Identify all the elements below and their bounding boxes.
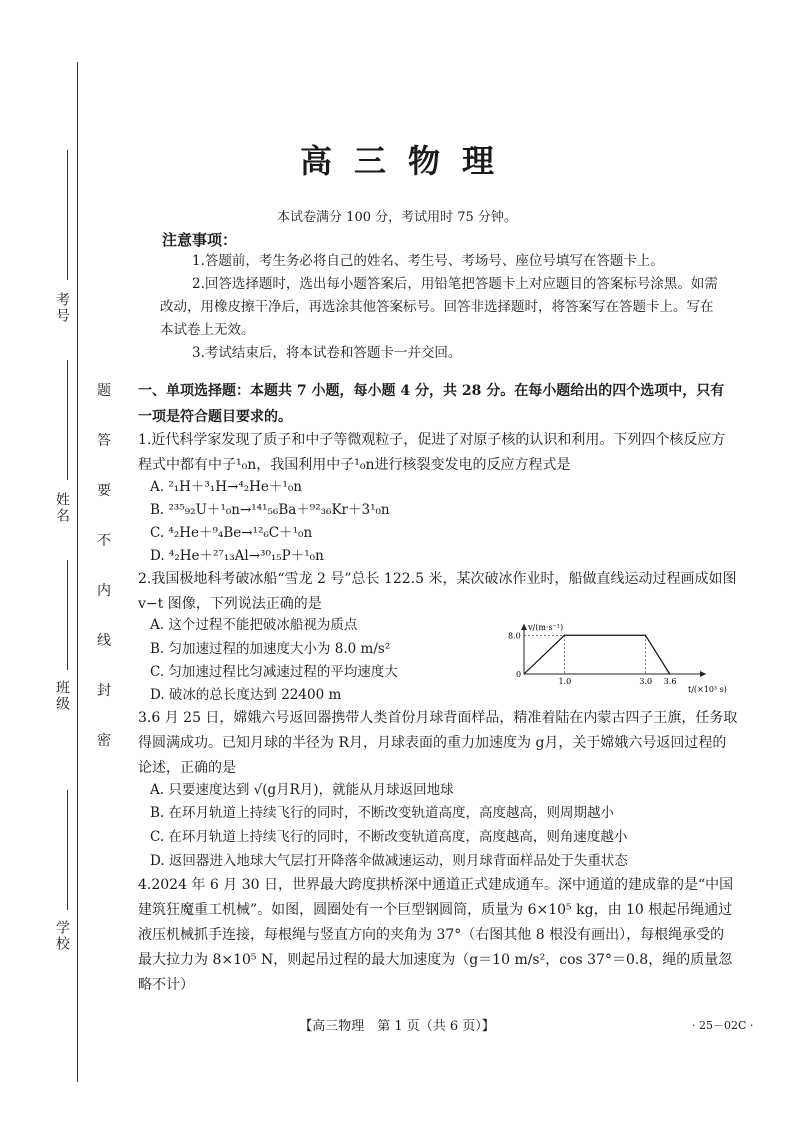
x-axis-label: t/(×10³ s) <box>688 685 727 694</box>
section-heading: 一、单项选择题：本题共 7 小题，每小题 4 分，共 28 分。在每小题给出的四个选项中，只有一项是符合题目要求的。 <box>138 383 725 425</box>
seal-char: 不 <box>97 533 111 549</box>
origin-label: 0 <box>516 670 522 679</box>
notice-item: 3.考试结束后，将本试卷和答题卡一并交回。 <box>192 345 462 361</box>
class-blank <box>67 560 68 670</box>
name-label: 姓名 <box>54 492 70 524</box>
question-2-option-c: C. 匀加速过程比匀减速过程的平均速度大 <box>150 664 398 680</box>
x-tick-label: 3.6 <box>663 677 677 686</box>
notice-heading: 注意事项： <box>162 231 238 249</box>
x-tick-label: 1.0 <box>558 677 572 686</box>
y-axis-label: v/(m·s⁻¹) <box>528 623 564 632</box>
seal-char: 内 <box>97 583 111 599</box>
page-footer: 【高三物理 第 1 页（共 6 页）】 <box>299 1019 495 1034</box>
question-1-option-b: B. ²³⁵₉₂U＋¹₀n→¹⁴¹₅₆Ba＋⁹²₃₆Kr＋3¹₀n <box>150 502 390 518</box>
school-blank <box>67 790 68 910</box>
question-2-stem: 2.我国极地科考破冰船“雪龙 2 号”总长 122.5 米，某次破冰作业时，船做直线运动过程画成如图 v−t 图像，下列说法正确的是 <box>138 571 737 612</box>
question-1-option-a: A. ²₁H＋³₁H→⁴₂He＋¹₀n <box>150 479 302 495</box>
question-2-option-b: B. 匀加速过程的加速度大小为 8.0 m/s² <box>150 641 391 657</box>
seal-char: 封 <box>97 683 111 699</box>
y-tick-label: 8.0 <box>508 631 521 641</box>
exam-no-label: 考号 <box>54 292 70 324</box>
velocity-series-line <box>524 635 670 674</box>
question-3-option-d: D. 返回器进入地球大气层打开降落伞做减速运动，则月球背面样品处于失重状态 <box>150 853 628 869</box>
x-axis-arrow <box>700 671 706 677</box>
question-3-option-a: A. 只要速度达到 √(g月R月)，就能从月球返回地球 <box>150 782 454 798</box>
notice-item: 2.回答选择题时，选出每小题答案后，用铅笔把答题卡上对应题目的答案标号涂黑。如需改动，用橡皮擦干净后，再选涂其他答案标号。回答非选择题时，将答案写在答题卡上。写在本试卷上无效。 <box>160 276 718 338</box>
vt-chart <box>500 618 740 698</box>
question-3-option-c: C. 在环月轨道上持续飞行的同时，不断改变轨道高度，高度越高，则角速度越小 <box>150 829 628 845</box>
paper-code: · 25－02C · <box>692 1019 754 1032</box>
x-tick-label: 3.0 <box>639 677 653 686</box>
seal-char: 答 <box>97 433 111 449</box>
question-1-option-d: D. ⁴₂He＋²⁷₁₃Al→³⁰₁₅P＋¹₀n <box>150 548 324 564</box>
name-blank <box>67 360 68 480</box>
exam-meta: 本试卷满分 100 分，考试用时 75 分钟。 <box>277 210 517 225</box>
page-title: 高三物理 <box>299 142 516 180</box>
question-1-stem: 1.近代科学家发现了质子和中子等微观粒子，促进了对原子核的认识和利用。下列四个核反应方程式中都有中子¹₀n，我国利用中子¹₀n进行核裂变发电的反应方程式是 <box>138 432 726 473</box>
school-label: 学校 <box>54 920 70 952</box>
question-2-option-a: A. 这个过程不能把破冰船视为质点 <box>150 617 358 633</box>
question-1-option-c: C. ⁴₂He＋⁹₄Be→¹²₆C＋¹₀n <box>150 525 313 541</box>
class-label: 班级 <box>54 680 70 712</box>
notice-item: 1.答题前，考生务必将自己的姓名、考生号、考场号、座位号填写在答题卡上。 <box>192 253 664 269</box>
question-4-stem: 4.2024 年 6 月 30 日，世界最大跨度拱桥深中通道正式建成通车。深中通道的建成靠的是“中国建筑狂魔重工机械”。如图，圆圈处有一个巨型钢圆筒，质量为 6×10⁵ kg，由 10 根起吊绳通过液压机械抓手连接，每根绳与竖直方向的夹角为 37°（右图其他 8 根没有画出），每根绳承受的最大拉力为 8×10⁵ N，则起吊过程的最大加速度为（g＝10 m/s²，cos 37°＝0.8，绳的质量忽略不计） <box>138 877 734 993</box>
y-axis-arrow <box>521 624 527 630</box>
seal-char: 密 <box>97 733 111 749</box>
question-3-option-b: B. 在环月轨道上持续飞行的同时，不断改变轨道高度，高度越高，则周期越小 <box>150 805 615 821</box>
question-2-option-d: D. 破冰的总长度达到 22400 m <box>150 687 342 703</box>
seal-char: 题 <box>97 383 111 399</box>
seal-line-notice <box>96 380 112 750</box>
seal-char: 要 <box>97 483 111 499</box>
question-3-stem: 3.6 月 25 日，嫦娥六号返回器携带人类首份月球背面样品，精准着陆在内蒙古四子王旗，任务取得圆满成功。已知月球的半径为 R月，月球表面的重力加速度为 g月，关于嫦娥六号返回过程的论述，正确的是 <box>138 710 738 776</box>
seal-char: 线 <box>97 633 111 649</box>
